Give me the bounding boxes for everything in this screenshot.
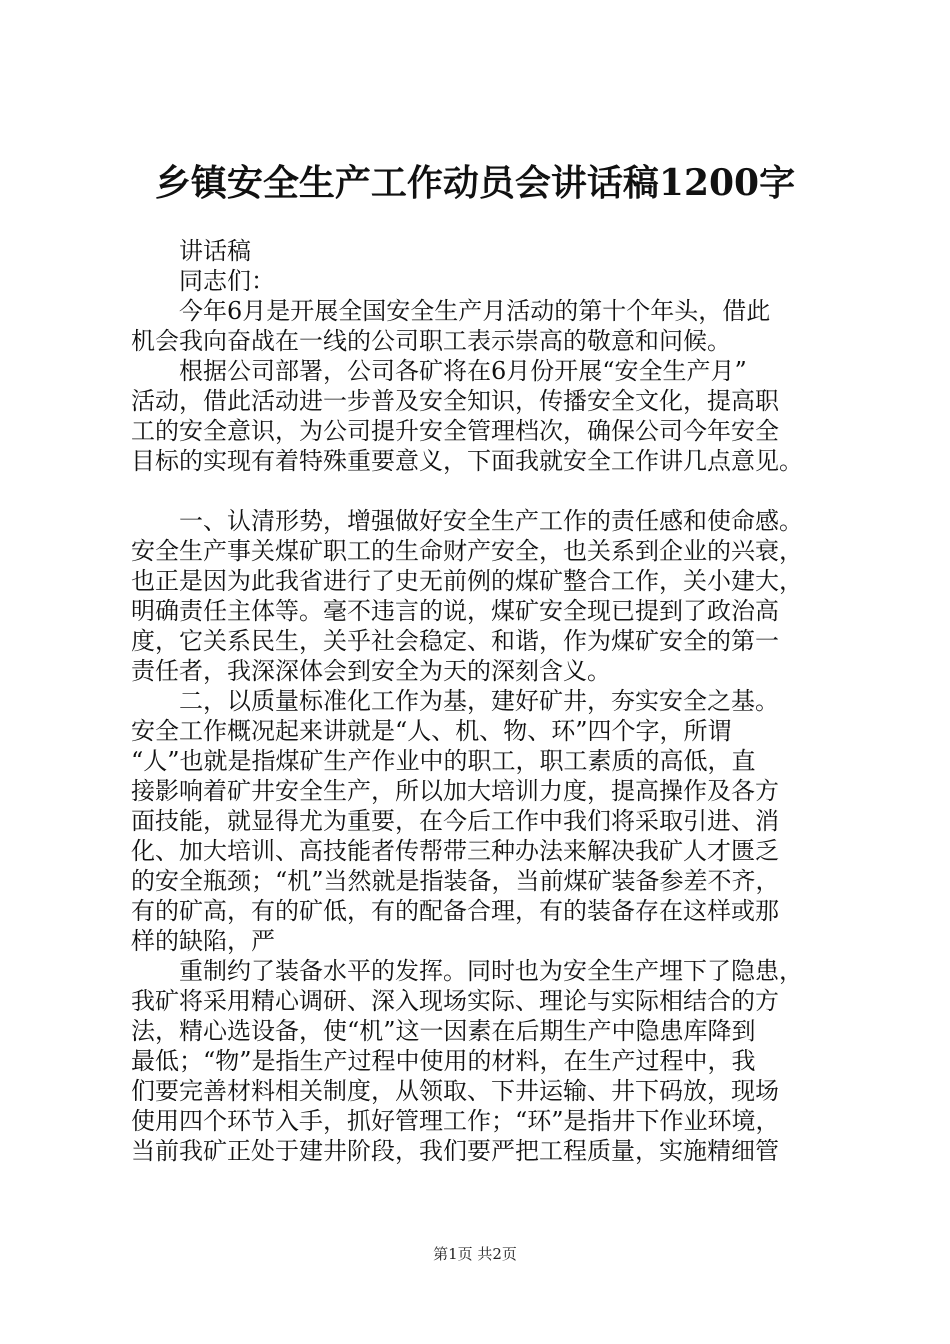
text-line: “人”也就是指煤矿生产作业中的职工，职工素质的高低，直 bbox=[131, 747, 756, 775]
paragraph-gap bbox=[131, 476, 831, 506]
text-line: 明确责任主体等。毫不违言的说，煤矿安全现已提到了政治高 bbox=[131, 597, 779, 625]
text-line: 也正是因为此我省进行了史无前例的煤矿整合工作，关小建大， bbox=[131, 567, 803, 595]
text-line: 二，以质量标准化工作为基，建好矿井，夯实安全之基。 bbox=[179, 687, 779, 715]
text-line: 的安全瓶颈；“机”当然就是指装备，当前煤矿装备参差不齐， bbox=[131, 867, 780, 895]
text-line: 一、认清形势，增强做好安全生产工作的责任感和使命感。 bbox=[179, 507, 803, 535]
text-line: 根据公司部署，公司各矿将在6月份开展“安全生产月” bbox=[179, 357, 747, 385]
text-line: 最低；“物”是指生产过程中使用的材料，在生产过程中，我 bbox=[131, 1047, 756, 1075]
text-line: 同志们： bbox=[179, 267, 275, 295]
text-line: 接影响着矿井安全生产，所以加大培训力度，提高操作及各方 bbox=[131, 777, 779, 805]
text-line: 目标的实现有着特殊重要意义，下面我就安全工作讲几点意见。 bbox=[131, 447, 803, 475]
text-line: 责任者，我深深体会到安全为天的深刻含义。 bbox=[131, 657, 611, 685]
text-line: 当前我矿正处于建井阶段，我们要严把工程质量，实施精细管 bbox=[131, 1137, 779, 1165]
text-line: 安全工作概况起来讲就是“人、机、物、环”四个字，所谓 bbox=[131, 717, 732, 745]
text-line: 今年6月是开展全国安全生产月活动的第十个年头，借此 bbox=[179, 297, 771, 325]
text-line: 面技能，就显得尤为重要，在今后工作中我们将采取引进、消 bbox=[131, 807, 779, 835]
text-line: 使用四个环节入手，抓好管理工作；“环”是指井下作业环境， bbox=[131, 1107, 780, 1135]
text-line: 机会我向奋战在一线的公司职工表示崇高的敬意和问候。 bbox=[131, 327, 731, 355]
text-line: 有的矿高，有的矿低，有的配备合理，有的装备存在这样或那 bbox=[131, 897, 779, 925]
text-line: 们要完善材料相关制度，从领取、下井运输、井下码放，现场 bbox=[131, 1077, 779, 1105]
text-line: 重制约了装备水平的发挥。同时也为安全生产埋下了隐患， bbox=[179, 957, 803, 985]
document-title: 乡镇安全生产工作动员会讲话稿1200字 bbox=[154, 162, 796, 204]
text-line: 活动，借此活动进一步普及安全知识，传播安全文化，提高职 bbox=[131, 387, 779, 415]
text-line: 工的安全意识，为公司提升安全管理档次，确保公司今年安全 bbox=[131, 417, 779, 445]
text-line: 度，它关系民生，关乎社会稳定、和谐，作为煤矿安全的第一 bbox=[131, 627, 779, 655]
text-line: 安全生产事关煤矿职工的生命财产安全，也关系到企业的兴衰， bbox=[131, 537, 803, 565]
text-line: 讲话稿 bbox=[179, 237, 251, 265]
text-line: 化、加大培训、高技能者传帮带三种办法来解决我矿人才匮乏 bbox=[131, 837, 779, 865]
text-line: 样的缺陷，严 bbox=[131, 927, 275, 955]
text-line: 法，精心选设备，使“机”这一因素在后期生产中隐患库降到 bbox=[131, 1017, 756, 1045]
document-body bbox=[131, 236, 831, 1166]
page-footer: 第1页 共2页 bbox=[433, 1245, 517, 1263]
text-line: 我矿将采用精心调研、深入现场实际、理论与实际相结合的方 bbox=[131, 987, 779, 1015]
